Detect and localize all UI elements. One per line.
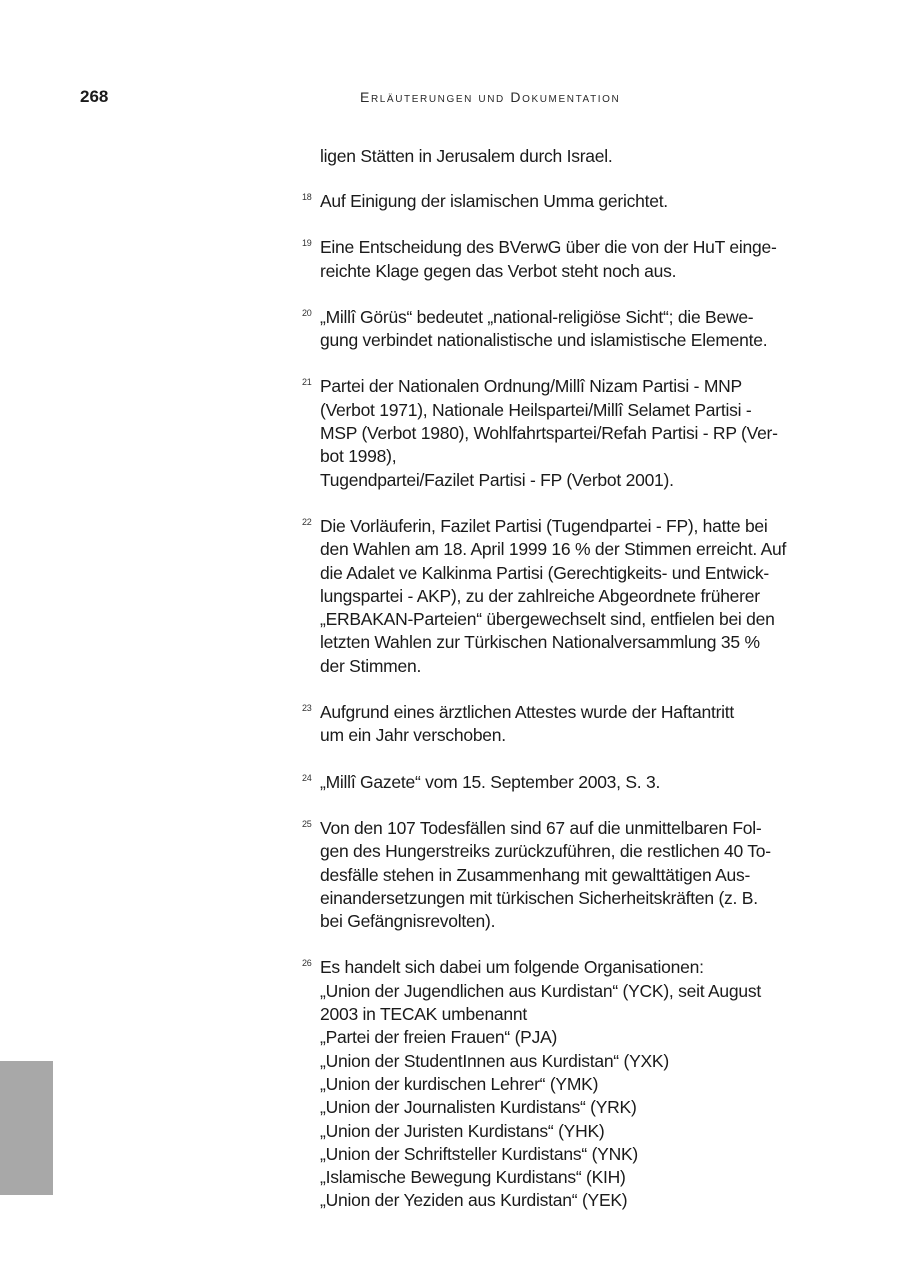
footnote-line: reichte Klage gegen das Verbot steht noch aus.	[320, 260, 677, 281]
footnote-line: „Partei der freien Frauen“ (PJA)	[320, 1027, 558, 1048]
footnote-line: der Stimmen.	[320, 655, 422, 676]
footnote-number: 19	[302, 238, 312, 249]
footnote-line: um ein Jahr verschoben.	[320, 725, 506, 746]
footnote-line: „Union der kurdischen Lehrer“ (YMK)	[320, 1073, 599, 1094]
footnote	[300, 236, 820, 283]
footnote-number: 22	[302, 516, 312, 527]
footnote-line: „ERBAKAN-Parteien“ übergewechselt sind, entfielen bei den	[320, 609, 775, 630]
footnote-line: 2003 in TECAK umbenannt	[320, 1004, 527, 1025]
running-title: Erläuterungen und Dokumentation	[360, 89, 621, 105]
footnote-line: die Adalet ve Kalkinma Partisi (Gerechtigkeits- und Entwick-	[320, 562, 769, 583]
footnote-line: Aufgrund eines ärztlichen Attestes wurde der Haftantritt	[320, 702, 735, 723]
footnote	[300, 701, 820, 748]
footnote-line: desfälle stehen in Zusammenhang mit gewalttätigen Aus-	[320, 864, 751, 885]
footnote-number: 26	[302, 958, 312, 969]
footnote-line: gen des Hungerstreiks zurückzuführen, die restlichen 40 To-	[320, 841, 771, 862]
footnote-number: 25	[302, 818, 312, 829]
footnote	[300, 375, 820, 491]
footnote-line: Von den 107 Todesfällen sind 67 auf die unmittelbaren Fol-	[320, 817, 762, 838]
footnote-line: Die Vorläuferin, Fazilet Partisi (Tugendpartei - FP), hatte bei	[320, 515, 768, 536]
footnote	[300, 515, 820, 678]
footnote	[300, 817, 820, 933]
footnote-number: 23	[302, 703, 312, 714]
footnote-line: „Union der Yeziden aus Kurdistan“ (YEK)	[320, 1190, 628, 1211]
footnote	[300, 771, 820, 794]
footnote-line: „Union der Journalisten Kurdistans“ (YRK)	[320, 1097, 637, 1118]
footnote-line: (Verbot 1971), Nationale Heilspartei/Millî Selamet Partisi -	[320, 399, 752, 420]
footnote-line: bei Gefängnisrevolten).	[320, 911, 496, 932]
footnote-line: MSP (Verbot 1980), Wohlfahrtspartei/Refah Partisi - RP (Ver-	[320, 423, 778, 444]
page-number: 268	[80, 87, 109, 106]
footnote-number: 20	[302, 307, 312, 318]
footnote-line: letzten Wahlen zur Türkischen Nationalversammlung 35 %	[320, 632, 760, 653]
footnote-line: einandersetzungen mit türkischen Sicherheitskräften (z. B.	[320, 887, 758, 908]
footnote-number: 21	[302, 377, 312, 388]
footnote-line: den Wahlen am 18. April 1999 16 % der Stimmen erreicht. Auf	[320, 539, 787, 560]
continued-text-line: ligen Stätten in Jerusalem durch Israel.	[320, 146, 613, 166]
footnote	[300, 306, 820, 353]
footnote	[300, 956, 820, 1212]
footnote-line: Partei der Nationalen Ordnung/Millî Nizam Partisi - MNP	[320, 376, 742, 397]
footnote-number: 18	[302, 192, 312, 202]
footnote-list	[300, 190, 820, 1213]
footnote-number: 24	[302, 772, 312, 783]
footnote-line: „Union der Juristen Kurdistans“ (YHK)	[320, 1120, 605, 1141]
footnote-line: gung verbindet nationalistische und islamistische Elemente.	[320, 330, 768, 351]
footnote-line: Es handelt sich dabei um folgende Organisationen:	[320, 957, 704, 978]
footnote-line: „Union der StudentInnen aus Kurdistan“ (YXK)	[320, 1050, 669, 1071]
footnote	[300, 190, 820, 213]
footnote-line: bot 1998),	[320, 446, 397, 467]
footnote-line: „Union der Schriftsteller Kurdistans“ (YNK)	[320, 1143, 638, 1164]
footnote-line: „Islamische Bewegung Kurdistans“ (KIH)	[320, 1167, 626, 1188]
footnote-line: „Millî Gazete“ vom 15. September 2003, S. 3.	[320, 771, 661, 792]
footnote-line: „Millî Görüs“ bedeutet „national-religiöse Sicht“; die Bewe-	[320, 306, 754, 327]
footnote-line: Auf Einigung der islamischen Umma gerichtet.	[320, 191, 668, 211]
footnote-line: Eine Entscheidung des BVerwG über die von der HuT einge-	[320, 237, 777, 258]
chapter-edge-tab	[0, 1061, 53, 1195]
footnote-section	[300, 145, 820, 1236]
footnote-line: „Union der Jugendlichen aus Kurdistan“ (YCK), seit August	[320, 980, 761, 1001]
footnote-line: Tugendpartei/Fazilet Partisi - FP (Verbot 2001).	[320, 469, 674, 490]
footnote-line: lungspartei - AKP), zu der zahlreiche Abgeordnete früherer	[320, 585, 760, 606]
